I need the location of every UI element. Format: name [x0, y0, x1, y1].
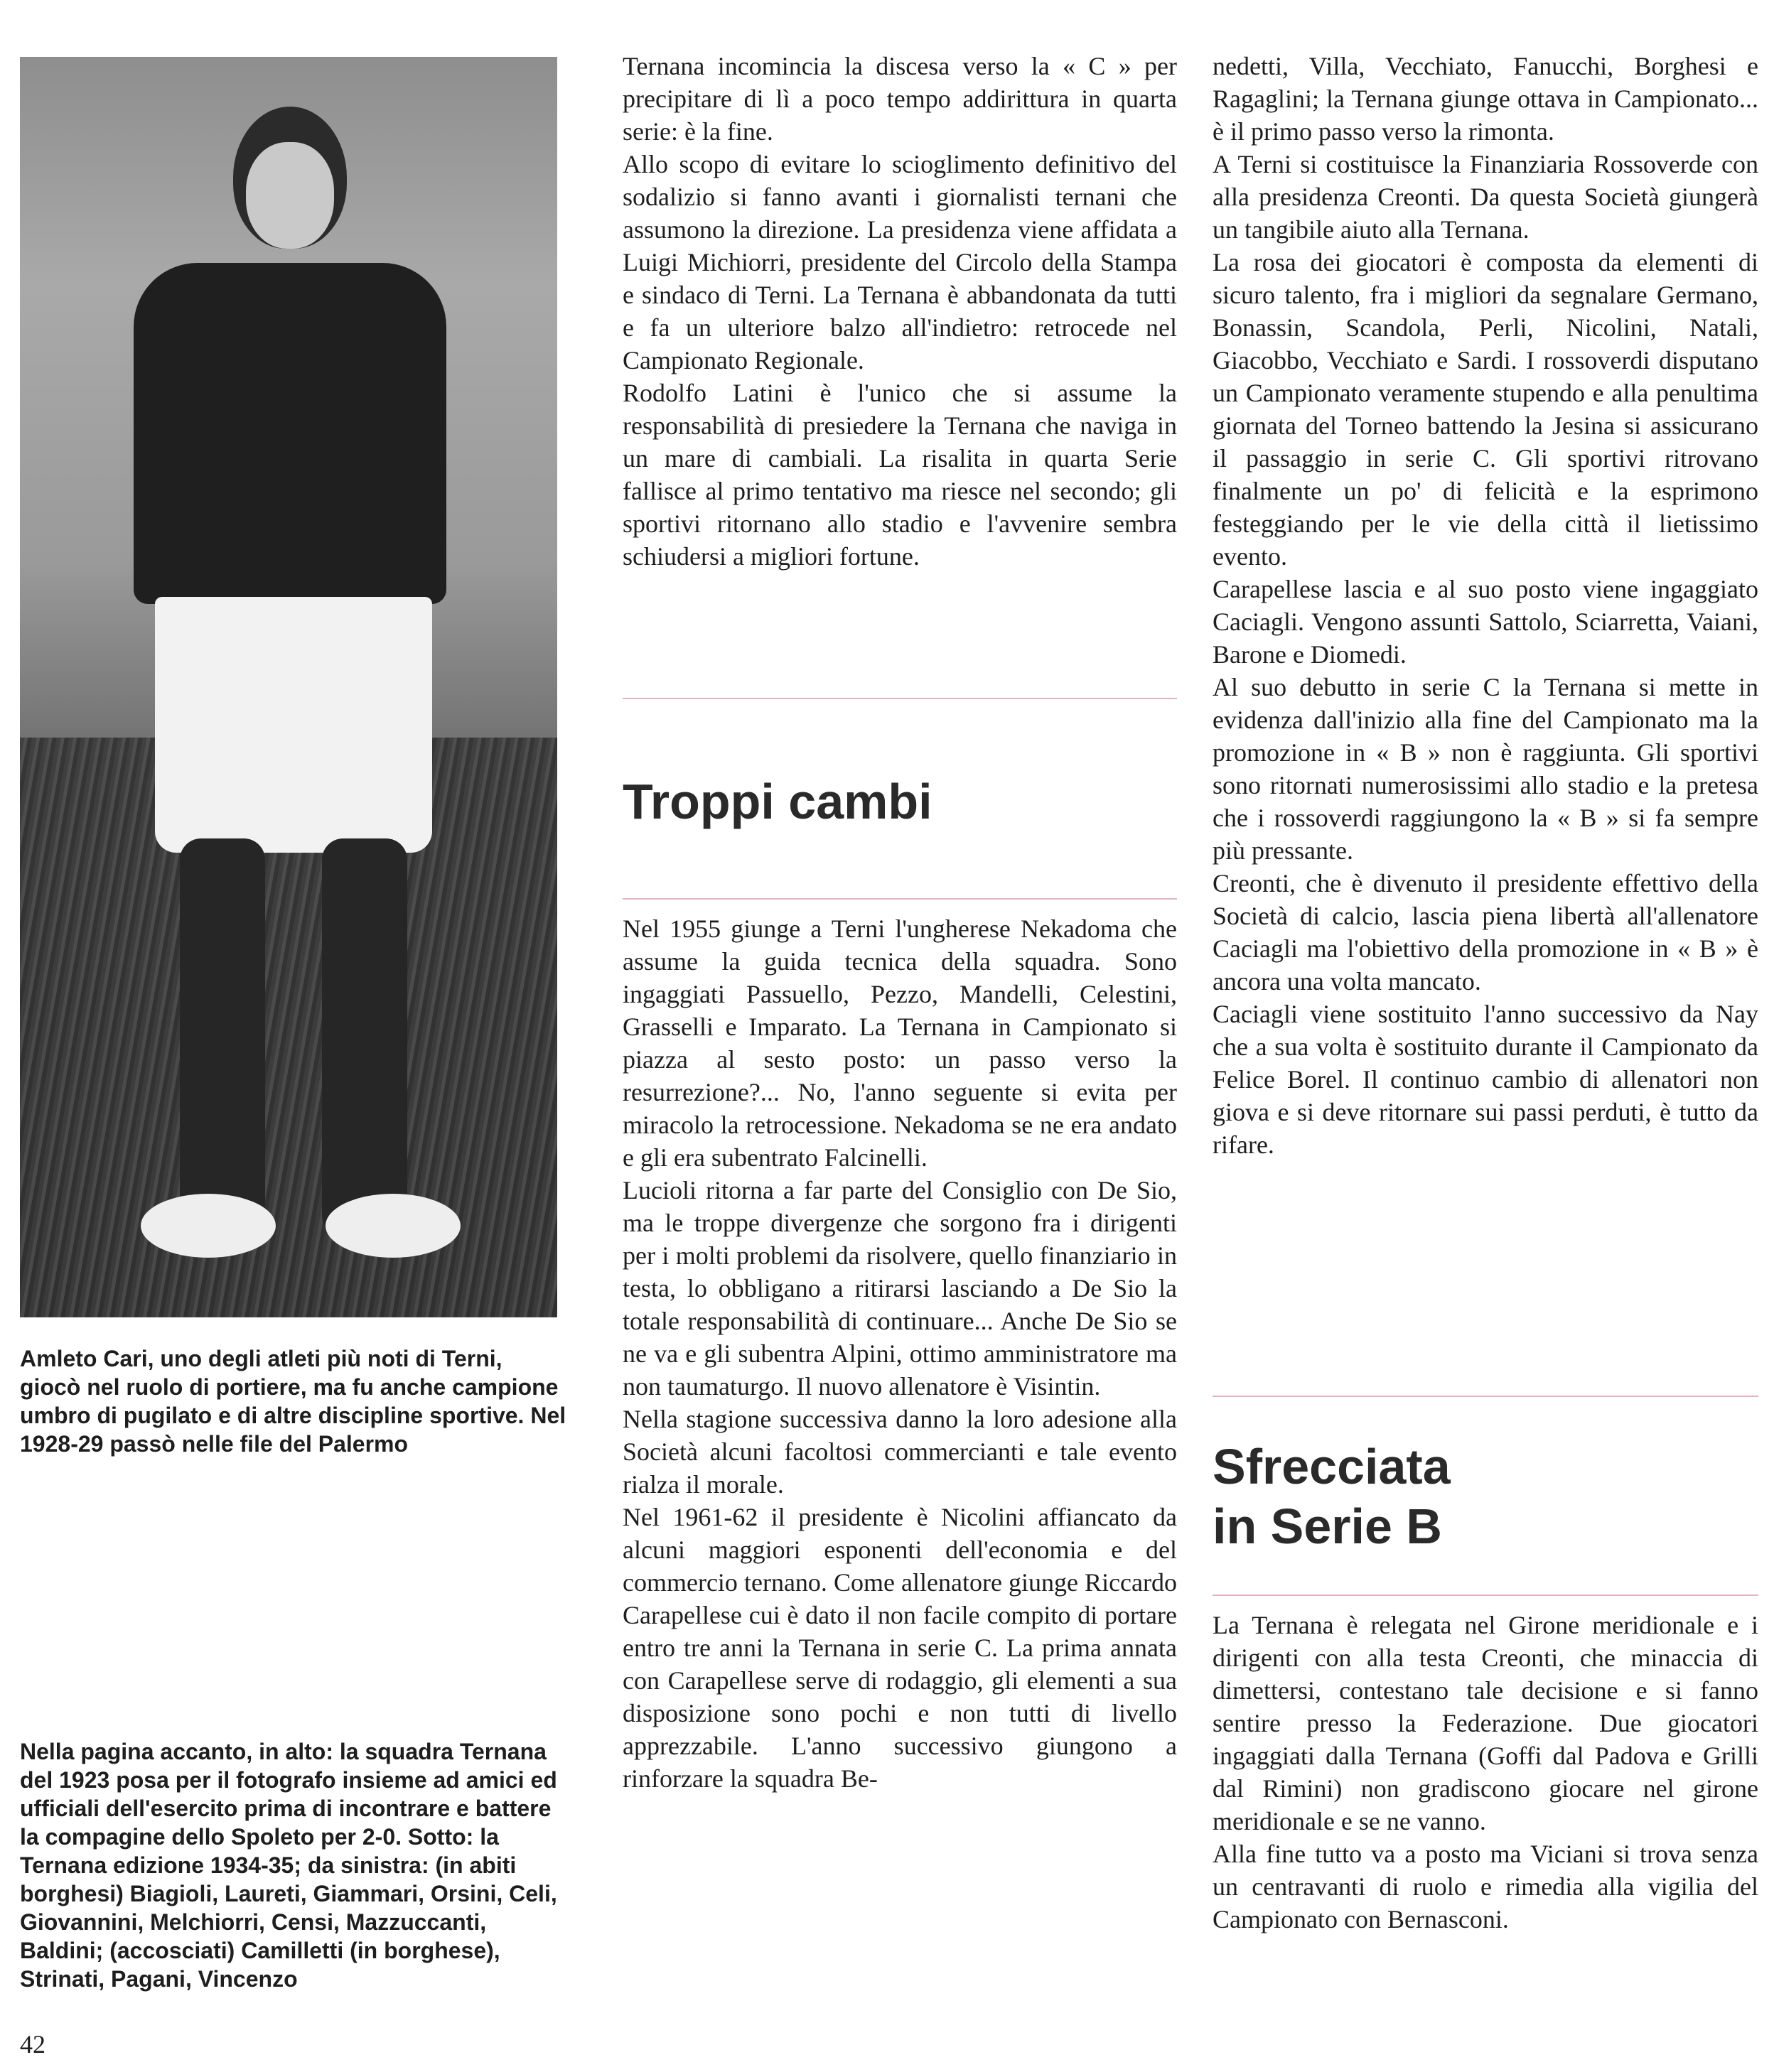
- divider: [623, 898, 1177, 900]
- paragraph: La Ternana è relegata nel Girone meridionale e i dirigenti con alla testa Creonti, che minaccia di dimettersi, contestano tale decisione e si fanno sentire presso la Federazione. Due giocatori ingaggiati dalla Ternana (Goffi dal Padova e Grilli dal Rimini) non gradiscono giocare nel girone meridionale e se ne vanno.: [1213, 1611, 1758, 1835]
- paragraph: Nella stagione successiva danno la loro adesione alla Società alcuni facoltosi commercianti e tale evento rialza il morale.: [623, 1405, 1177, 1499]
- section-heading-troppi-cambi: Troppi cambi: [623, 774, 932, 829]
- paragraph: Lucioli ritorna a far parte del Consiglio con De Sio, ma le troppe divergenze che sorgono fra i dirigenti per i molti problemi da risolvere, quello finanziario in testa, lo obbligano a ritirarsi lasciando a De Sio la totale responsabilità di continuare... Anche De Sio se ne va e gli subentra Alpini, ottimo amministratore ma non taumaturgo. Il nuovo allenatore è Visintin.: [623, 1176, 1177, 1401]
- player-leg-left: [180, 838, 265, 1236]
- player-shirt: [134, 263, 446, 604]
- player-photo: [20, 57, 557, 1317]
- player-shorts: [155, 597, 432, 853]
- paragraph: Creonti, che è divenuto il presidente effettivo della Società di calcio, lascia piena libertà all'allenatore Caciagli ma l'obiettivo della promozione in « B » è ancora una volta mancato.: [1213, 869, 1758, 995]
- divider: [623, 698, 1177, 699]
- column-3-section: [1213, 1609, 1758, 1936]
- paragraph: Caciagli viene sostituito l'anno successivo da Nay che a sua volta è sostituito durante il Campionato da Felice Borel. Il continuo cambio di allenatori non giova e si deve ritornare sui passi perduti, è tutto da rifare.: [1213, 1000, 1758, 1159]
- page-number: 42: [20, 2030, 45, 2058]
- column-2-section: [623, 912, 1177, 1795]
- paragraph: Carapellese lascia e al suo posto viene ingaggiato Caciagli. Vengono assunti Sattolo, Sciarretta, Vaiani, Barone e Diomedi.: [1213, 575, 1758, 669]
- paragraph: Alla fine tutto va a posto ma Viciani si trova senza un centravanti di ruolo e rimedia alla vigilia del Campionato con Bernasconi.: [1213, 1840, 1758, 1933]
- heading-line-2: in Serie B: [1213, 1499, 1442, 1554]
- paragraph: A Terni si costituisce la Finanziaria Rossoverde con alla presidenza Creonti. Da questa Società giungerà un tangibile aiuto alla Ternana.: [1213, 150, 1758, 244]
- column-2-intro: [623, 50, 1177, 573]
- divider: [1213, 1396, 1758, 1397]
- photo-caption: Amleto Cari, uno degli atleti più noti di Terni, giocò nel ruolo di portiere, ma fu anche campione umbro di pugilato e di altre discipline sportive. Nel 1928-29 passò nelle file del Palermo: [20, 1346, 566, 1457]
- player-leg-right: [322, 838, 407, 1236]
- player-face: [246, 142, 334, 249]
- paragraph: nedetti, Villa, Vecchiato, Fanucchi, Borghesi e Ragaglini; la Ternana giunge ottava in Campionato... è il primo passo verso la rimonta.: [1213, 52, 1758, 146]
- section-heading-sfrecciata: [1213, 1437, 1451, 1556]
- column-3-intro: [1213, 50, 1758, 1161]
- paragraph: Rodolfo Latini è l'unico che si assume la responsabilità di presiedere la Ternana che naviga in un mare di cambiali. La risalita in quarta Serie fallisce al primo tentativo ma riesce nel secondo; gli sportivi ritornano allo stadio e l'avvenire sembra schiudersi a migliori fortune.: [623, 379, 1177, 571]
- team-caption: Nella pagina accanto, in alto: la squadra Ternana del 1923 posa per il fotografo insieme ad amici ed ufficiali dell'esercito prima di incontrare e battere la compagine dello Spoleto per 2-0. Sotto: la Ternana edizione 1934-35; da sinistra: (in abiti borghesi) Biagioli, Laureti, Giammari, Orsini, Celi, Giovannini, Melchiorri, Censi, Mazzuccanti, Baldini; (accosciati) Camilletti (in borghese), Strinati, Pagani, Vincenzo: [20, 1739, 557, 1992]
- paragraph: Allo scopo di evitare lo scioglimento definitivo del sodalizio si fanno avanti i giornalisti ternani che assumono la direzione. La presidenza viene affidata a Luigi Michiorri, presidente del Circolo della Stampa e sindaco di Terni. La Ternana è abbandonata da tutti e fa un ulteriore balzo all'indietro: retrocede nel Campionato Regionale.: [623, 150, 1177, 374]
- paragraph: Nel 1961-62 il presidente è Nicolini affiancato da alcuni maggiori esponenti dell'economia e del commercio ternano. Come allenatore giunge Riccardo Carapellese cui è dato il non facile compito di portare entro tre anni la Ternana in serie C. La prima annata con Carapellese serve di rodaggio, gli elementi a sua disposizione sono pochi e non tutti di livello apprezzabile. L'anno successivo giungono a rinforzare la squadra Be-: [623, 1503, 1177, 1793]
- paragraph: Al suo debutto in serie C la Ternana si mette in evidenza dall'inizio alla fine del Campionato ma la promozione in « B » non è raggiunta. Gli sportivi sono ritornati numerosissimi allo stadio e la pretesa che i rossoverdi raggiungono la « B » si fa sempre più pressante.: [1213, 673, 1758, 865]
- heading-line-1: Sfrecciata: [1213, 1439, 1451, 1494]
- divider: [1213, 1595, 1758, 1596]
- player-shoe-left: [141, 1194, 276, 1258]
- paragraph: Ternana incomincia la discesa verso la « C » per precipitare di lì a poco tempo addirittura in quarta serie: è la fine.: [623, 52, 1177, 146]
- paragraph: Nel 1955 giunge a Terni l'ungherese Nekadoma che assume la guida tecnica della squadra. Sono ingaggiati Passuello, Pezzo, Mandelli, Celestini, Grasselli e Imparato. La Ternana in Campionato si piazza al sesto posto: un passo verso la resurrezione?... No, l'anno seguente si evita per miracolo la retrocessione. Nekadoma se ne era andato e gli era subentrato Falcinelli.: [623, 914, 1177, 1172]
- paragraph: La rosa dei giocatori è composta da elementi di sicuro talento, fra i migliori da segnalare Germano, Bonassin, Scandola, Perli, Nicolini, Natali, Giacobbo, Vecchiato e Sardi. I rossoverdi disputano un Campionato veramente stupendo e alla penultima giornata del Torneo battendo la Jesina si assicurano il passaggio in serie C. Gli sportivi ritrovano finalmente un po' di felicità e la esprimono festeggiando per le vie della città il lietissimo evento.: [1213, 248, 1758, 571]
- player-shoe-right: [326, 1194, 461, 1258]
